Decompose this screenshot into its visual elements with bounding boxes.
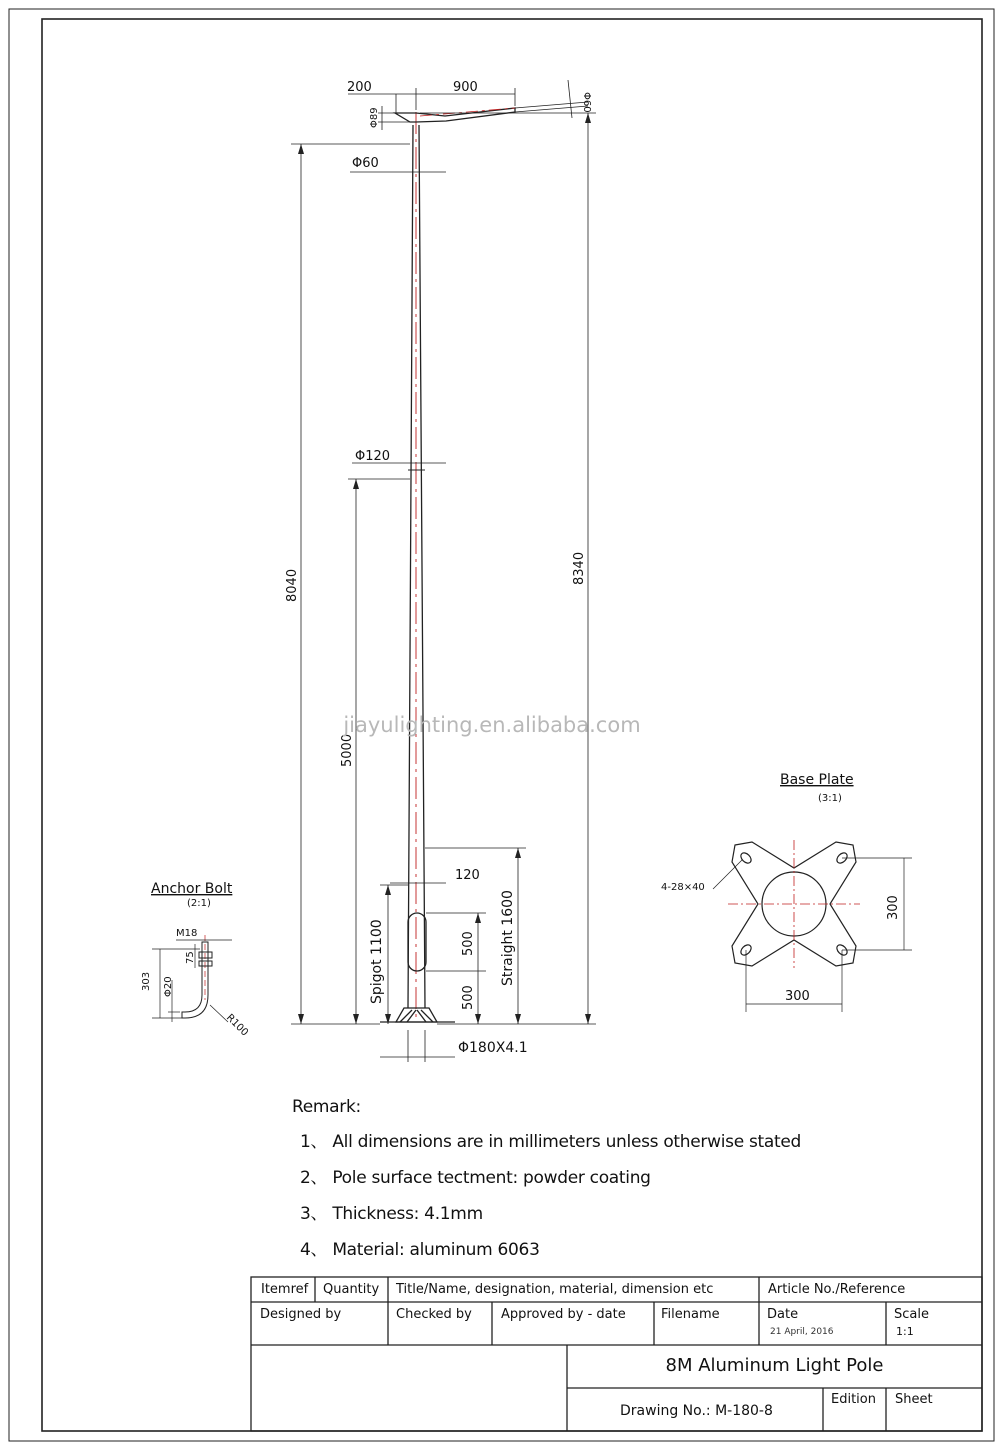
- anchor-303: 303: [141, 971, 152, 991]
- dim-500-lower: 500: [461, 985, 476, 1010]
- tb-date-value: 21 April, 2016: [770, 1327, 834, 1337]
- anchor-bolt-title: Anchor Bolt: [151, 881, 233, 897]
- dim-8040: 8040: [285, 568, 300, 602]
- anchor-bolt-scale: (2:1): [187, 898, 211, 909]
- anchor-m18: M18: [176, 928, 198, 939]
- remark-item: 2、 Pole surface tectment: powder coating: [300, 1168, 651, 1188]
- dim-mid-dia: Φ120: [355, 449, 391, 464]
- tb-itemref: Itemref: [261, 1282, 309, 1297]
- tb-approved-by: Approved by - date: [501, 1307, 626, 1322]
- tb-date-label: Date: [767, 1307, 799, 1322]
- pole: [380, 102, 588, 1022]
- remarks-title: Remark:: [292, 1097, 361, 1117]
- title-block-grid: [251, 1277, 982, 1431]
- dimension-lines: [291, 80, 596, 1062]
- dim-arm-dia: Φ89: [369, 107, 380, 128]
- base-plate: [661, 772, 912, 1012]
- base-plate-height: 300: [886, 895, 901, 920]
- tb-filename: Filename: [661, 1307, 720, 1322]
- tb-edition: Edition: [831, 1392, 876, 1407]
- tb-drawing-title: 8M Aluminum Light Pole: [665, 1355, 884, 1376]
- dim-arm-tip-dia: Φ60: [581, 92, 592, 113]
- anchor-75: 75: [185, 951, 196, 964]
- tb-drawing-no: Drawing No.: M-180-8: [620, 1403, 773, 1419]
- remarks: [292, 1097, 801, 1271]
- base-plate-holes: 4-28×40: [661, 882, 705, 893]
- dim-8340: 8340: [572, 551, 587, 585]
- tb-scale-value: 1:1: [896, 1325, 914, 1338]
- remark-item: 3、 Thickness: 4.1mm: [300, 1204, 483, 1224]
- tb-scale-label: Scale: [894, 1307, 929, 1322]
- tb-checked-by: Checked by: [396, 1307, 472, 1322]
- anchor-r100: R100: [223, 1012, 251, 1039]
- dim-5000: 5000: [340, 733, 355, 767]
- watermark: jiayulighting.en.alibaba.com: [343, 713, 641, 737]
- dimension-arrows: [298, 113, 591, 1024]
- dim-200: 200: [347, 80, 372, 95]
- dim-spigot: Spigot 1100: [369, 919, 385, 1004]
- remark-item: 1、 All dimensions are in millimeters unless otherwise stated: [300, 1132, 802, 1152]
- dim-120: 120: [455, 868, 480, 883]
- tb-quantity: Quantity: [323, 1282, 380, 1297]
- remark-item: 4、 Material: aluminum 6063: [300, 1240, 540, 1260]
- dim-top-dia: Φ60: [352, 156, 379, 171]
- anchor-bolt: [141, 881, 250, 1039]
- tb-article: Article No./Reference: [768, 1282, 906, 1297]
- dim-base-dia: Φ180X4.1: [458, 1040, 528, 1056]
- tb-designed-by: Designed by: [260, 1307, 342, 1322]
- base-plate-scale: (3:1): [818, 793, 842, 804]
- base-plate-width: 300: [785, 989, 810, 1004]
- base-plate-title: Base Plate: [780, 772, 854, 788]
- dim-straight: Straight 1600: [500, 890, 516, 986]
- dim-900: 900: [453, 80, 478, 95]
- dim-500-upper: 500: [461, 931, 476, 956]
- anchor-phi20: Φ20: [163, 976, 174, 997]
- tb-title-desc: Title/Name, designation, material, dimension etc: [396, 1282, 714, 1297]
- tb-sheet: Sheet: [895, 1392, 933, 1407]
